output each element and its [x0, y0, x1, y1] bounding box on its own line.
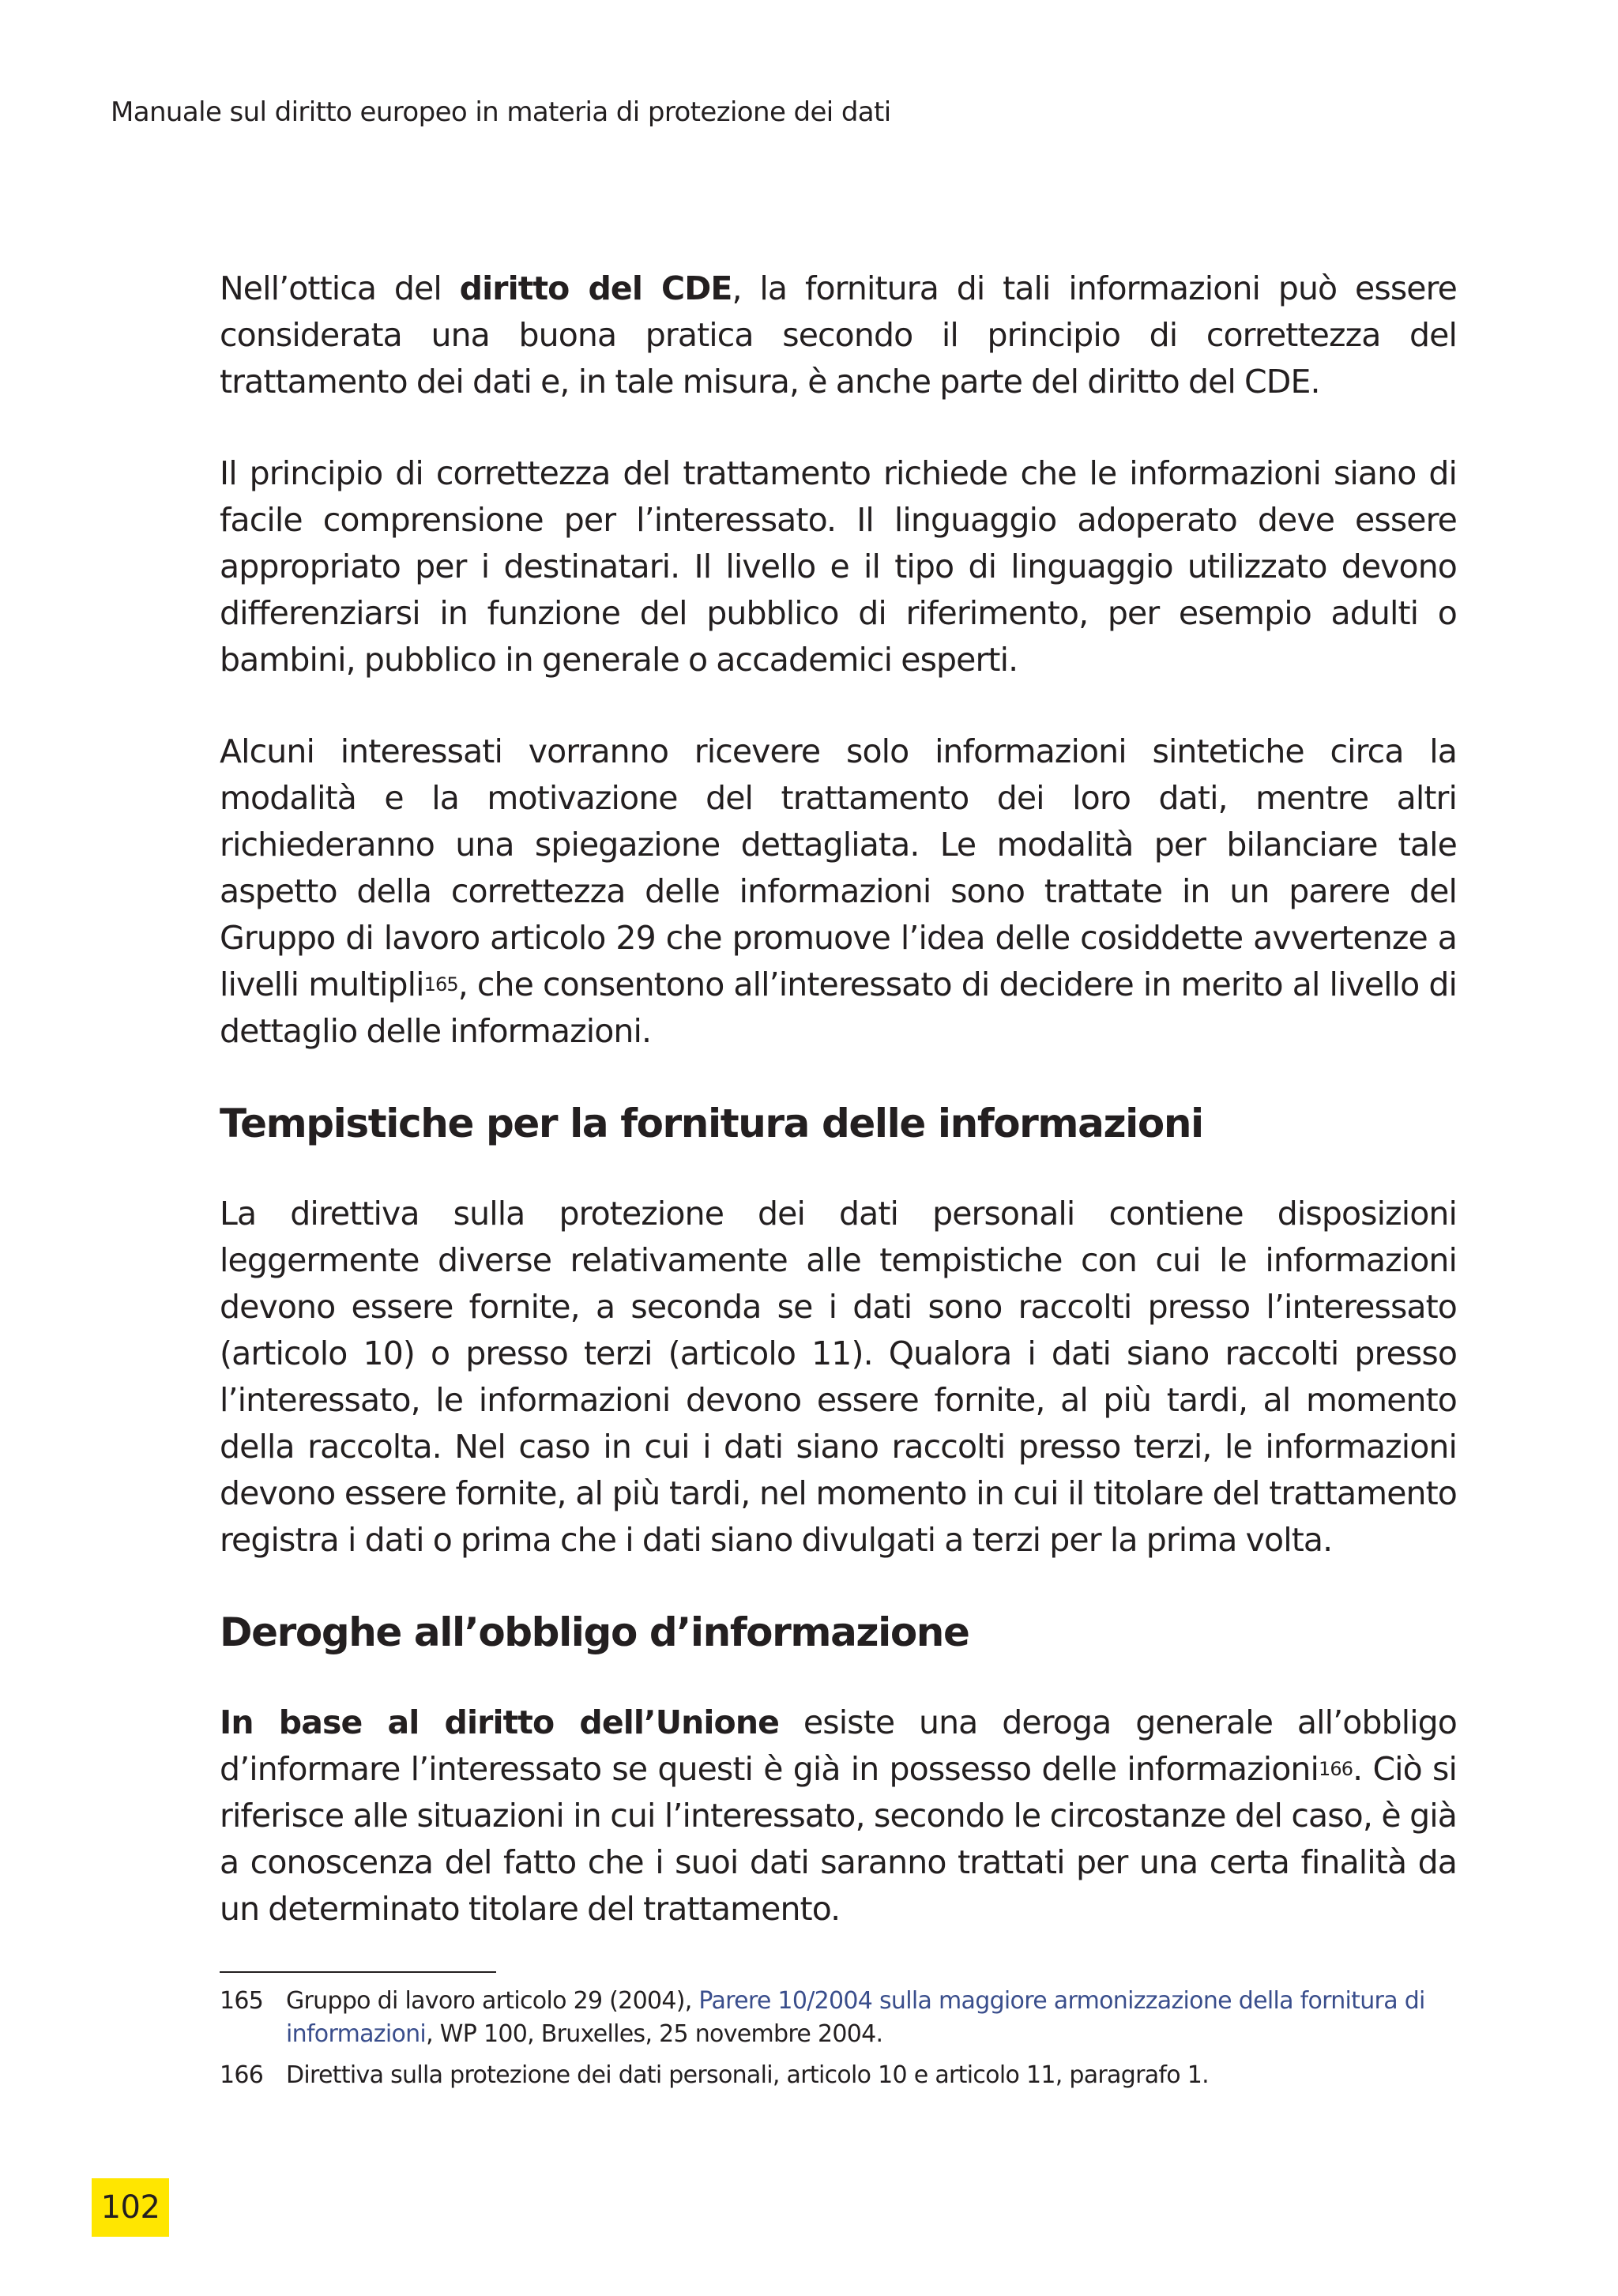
running-header: Manuale sul diritto europeo in materia di protezione dei dati [111, 96, 891, 128]
paragraph-text: , la fornitura di tali informazioni può essere considerata una buona pratica secondo il principio di correttezza del trattamento dei dati e, in tale misura, è anche parte del diritto del CDE. [220, 269, 1457, 401]
footnote-text [286, 1985, 1457, 2051]
section-heading-timing: Tempistiche per la fornitura delle informazioni [220, 1101, 1203, 1146]
footnote-reference[interactable]: 166 [1319, 1758, 1353, 1780]
paragraph-eu-exemption [220, 1699, 1457, 1933]
paragraph-text: Alcuni interessati vorranno ricevere solo informazioni sintetiche circa la modalità e la motivazione del trattamento dei loro dati, mentre altri richiederanno una spiegazione dettagliata. Le modalità per bilanciare tale aspetto della correttezza delle informazioni sono trattate in un parere del Gruppo di lavoro articolo 29 che promuove l’idea delle cosiddette avvertenze a livelli multipli [220, 732, 1457, 1003]
section-heading-exemptions: Deroghe all’obbligo d’informazione [220, 1609, 969, 1655]
paragraph-text: esiste una deroga generale all’obbligo d’informare l’interessato se questi è già in possesso delle informazioni [220, 1703, 1457, 1788]
paragraph-layered-notices [220, 728, 1457, 1055]
footnote-text-part: Gruppo di lavoro articolo 29 (2004), [286, 1987, 699, 2015]
paragraph-text: , che consentono all’interessato di decidere in merito al livello di dettaglio delle informazioni. [220, 965, 1457, 1050]
footnote-divider [220, 1971, 496, 1973]
footnote-number: 166 [220, 2061, 264, 2089]
paragraph-timing-rules: La direttiva sulla protezione dei dati personali contiene disposizioni leggermente diverse relativamente alle tempistiche con cui le informazioni devono essere fornite, a seconda se i dati sono raccolti presso l’interessato (articolo 10) o presso terzi (articolo 11). Qualora i dati siano raccolti presso l’interessato, le informazioni devono essere fornite, al più tardi, al momento della raccolta. Nel caso in cui i dati siano raccolti presso terzi, le informazioni devono essere fornite, al più tardi, nel momento in cui il titolare del trattamento registra i dati o prima che i dati siano divulgati a terzi per la prima volta. [220, 1195, 1457, 1559]
footnote-text-part: , WP 100, Bruxelles, 25 novembre 2004. [426, 2020, 883, 2048]
paragraph-text: Nell’ottica del [220, 269, 460, 307]
footnote-text: Direttiva sulla protezione dei dati personali, articolo 10 e articolo 11, paragrafo 1. [286, 2061, 1209, 2089]
footnote-165 [220, 1985, 1457, 2051]
paragraph-fairness-principle: Il principio di correttezza del trattamento richiede che le informazioni siano di facile comprensione per l’interessato. Il linguaggio adoperato deve essere appropriato per i destinatari. Il livello e il tipo di linguaggio utilizzato devono differenziarsi in funzione del pubblico di riferimento, per esempio adulti o bambini, pubblico in generale o accademici esperti. [220, 454, 1457, 679]
paragraph-text: . Ciò si riferisce alle situazioni in cui l’interessato, secondo le circostanze del caso, è già a conoscenza del fatto che i suoi dati saranno trattati per una certa finalità da un determinato titolare del trattamento. [220, 1750, 1457, 1928]
bold-term: diritto del CDE [459, 269, 732, 307]
page-number-badge: 102 [92, 2178, 169, 2237]
paragraph-cde-good-practice [220, 265, 1457, 405]
footnote-link[interactable]: Parere 10/2004 sulla maggiore armonizzazione della fornitura di informazioni [286, 1987, 1425, 2048]
footnote-reference[interactable]: 165 [423, 973, 458, 996]
bold-term: In base al diritto dell’Unione [220, 1703, 780, 1741]
footnotes [220, 1985, 1457, 2092]
footnote-number: 165 [220, 1987, 264, 2015]
footnote-166 [220, 2059, 1457, 2092]
page-body [220, 265, 1457, 1933]
